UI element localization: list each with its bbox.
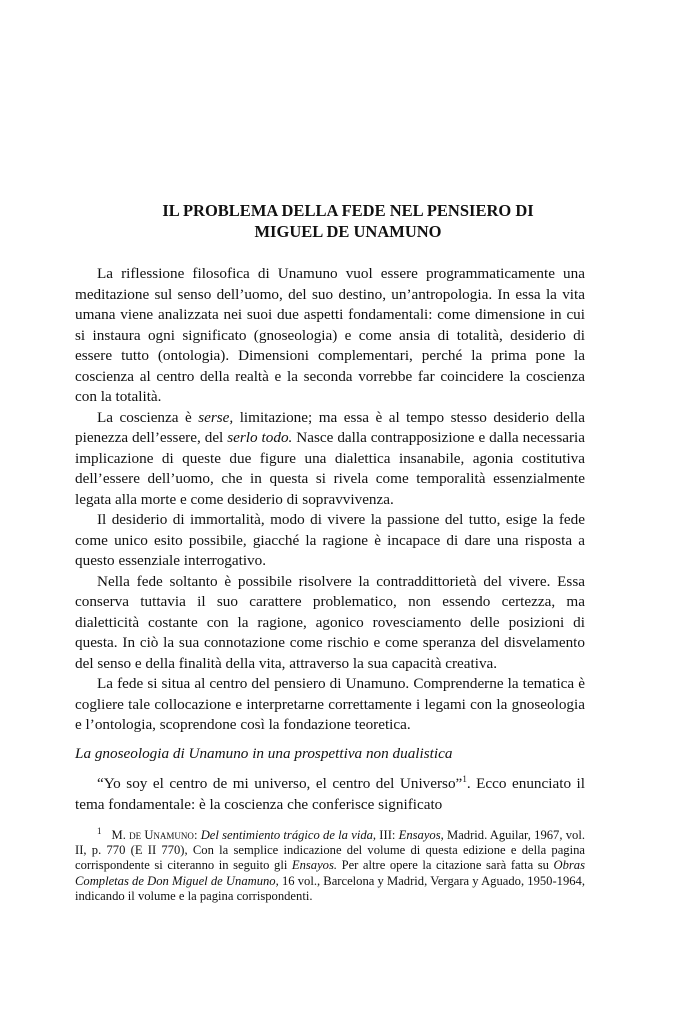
work-title: Del sentimiento trágico de la vida,	[200, 828, 377, 842]
paragraph-3: Il desiderio di immortalità, modo di vivere la passione del tutto, esige la fede come unico esito possibile, giacché la ragione è incapace di dare una risposta a questo essenziale interrogativo.	[75, 511, 585, 569]
paragraph-4: Nella fede soltanto è possibile risolvere la contraddittorietà del vivere. Essa conserva tuttavia il suo carattere problematico, non essendo certezza, ma dialetticità costante con la ragione, agonico rovesciamento delle posizioni di questa. In ciò la sua connotazione come rischio e come speranza del disvelamento del senso e della finalità della vita, attraverso la sua capacità creativa.	[75, 572, 585, 672]
introduction	[75, 264, 585, 736]
quote: “Yo soy el centro de mi universo, el centro del Universo”	[97, 775, 463, 792]
paragraph-5: La fede si situa al centro del pensiero di Unamuno. Comprenderne la tematica è cogliere tale collocazione e interpretarne correttamente i legami con la gnoseologia e l’ontologia, scoprendone così la fondazione teoretica.	[75, 675, 585, 733]
title-line-1: IL PROBLEMA DELLA FEDE NEL PENSIERO DI	[162, 201, 534, 220]
work-title: Ensayos,	[398, 828, 444, 842]
section-heading: La gnoseologia di Unamuno in una prospettiva non dualistica	[75, 745, 453, 762]
section-paragraph-1	[75, 774, 585, 815]
text-run: limitazione; ma essa è al tempo stesso desiderio della pienezza dell’essere, del	[75, 408, 586, 446]
text-run: La coscienza è	[97, 408, 199, 426]
text-run: :	[193, 828, 201, 842]
text-run: III:	[376, 828, 399, 842]
text-run: Nasce dalla contrapposizione e dalla necessaria implicazione di queste due figure una dialettica insanabile, agonia costitutiva dell’essere dell’uomo, che in questa si rivela come temporalità essenzialmente legata alla morte e come desiderio di sopravvivenza.	[75, 429, 585, 508]
section-body	[75, 774, 585, 815]
text-run: Per altre opere la citazione sarà fatta su	[337, 858, 554, 873]
author-name: de Unamuno	[129, 828, 194, 842]
text-run: 16 vol., Barcelona y Madrid, Vergara y Aguado, 1950-1964, indicando il volume e la pagina corrispondenti.	[75, 873, 586, 903]
footnote-1	[75, 825, 586, 904]
emphasis-serlo-todo: serlo todo.	[227, 429, 293, 446]
emphasis-serse: serse,	[198, 408, 234, 426]
title-line-2: MIGUEL DE UNAMUNO	[254, 222, 442, 241]
footnote	[75, 825, 586, 904]
paragraph-1: La riflessione filosofica di Unamuno vuol essere programmaticamente una meditazione sul senso dell’uomo, del suo destino, un’antropologia. In essa la vita umana viene analizzata nei suoi due aspetti fondamentali: come dimensione in cui si instaura ogni significato (gnoseologia) e come ansia di totalità, desiderio di essere tutto (ontologia). Dimensioni complementari, perché la prima pone la coscienza al centro della realtà e la seconda vorrebbe far coincidere la coscienza con la totalità.	[75, 265, 585, 405]
text-run: M.	[111, 828, 130, 842]
text-run: Madrid. Aguilar, 1967, vol. II, p. 770 (E II 770), Con la semplice indicazione del volume di questa edizione e della pagina corrispondente si citeranno in seguito gli	[75, 828, 585, 873]
footnote-ref: 1	[462, 773, 467, 784]
text-run: . Ecco enunciato il tema fondamentale: è la coscienza che conferisce significato	[75, 775, 585, 813]
paragraph-2	[75, 408, 585, 511]
article-title	[0, 200, 696, 242]
footnote-number: 1	[97, 825, 102, 836]
work-title: Obras Completas de Don Miguel de Unamuno,	[75, 858, 586, 888]
work-title: Ensayos.	[291, 858, 338, 873]
